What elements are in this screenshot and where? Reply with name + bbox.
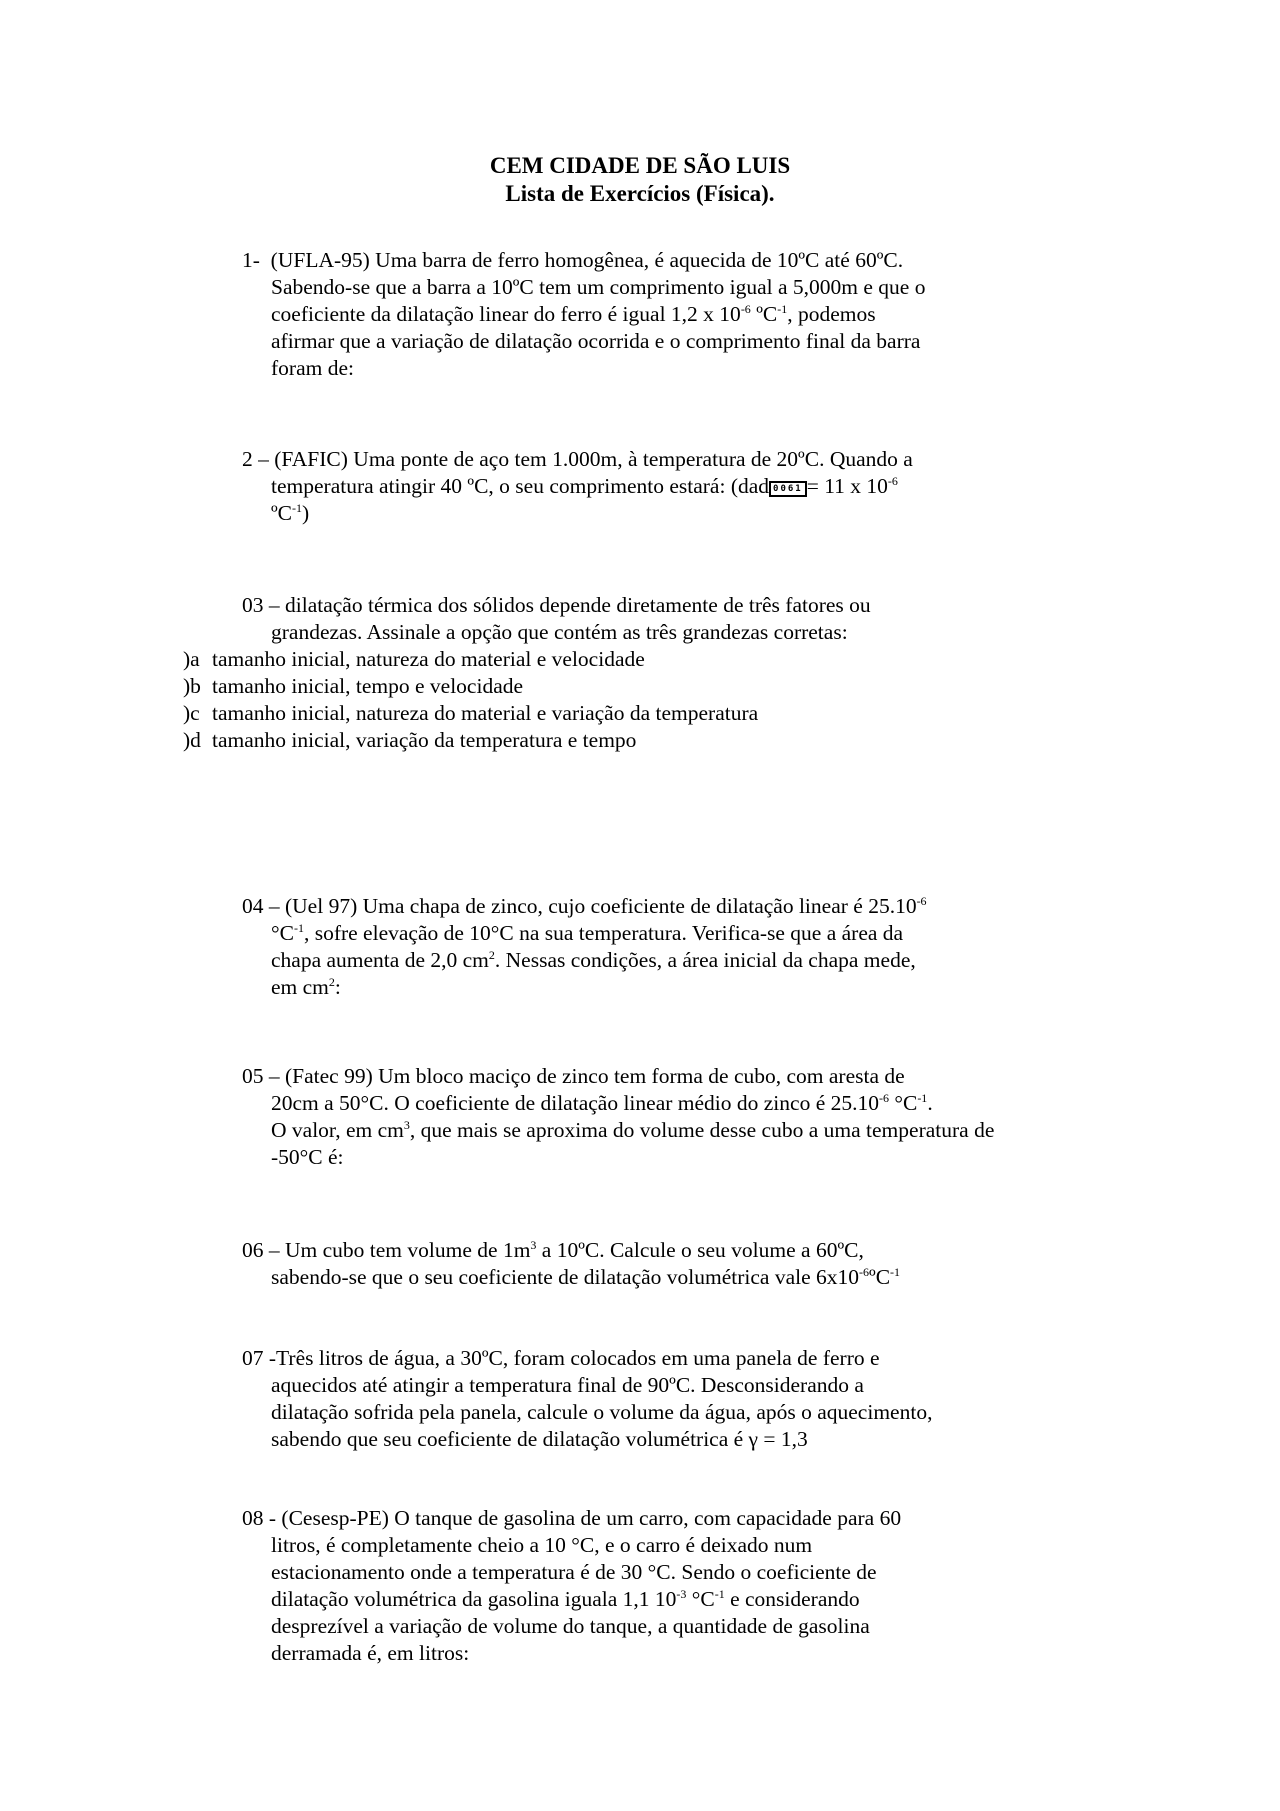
question-5-text: O valor, em cm <box>271 1118 404 1142</box>
superscript: 3 <box>403 1118 410 1132</box>
question-6-text: ºC <box>869 1265 891 1289</box>
superscript: 3 <box>530 1238 537 1252</box>
superscript: -1 <box>777 302 788 316</box>
question-4 <box>242 893 1008 1001</box>
question-5-text: -50°C é: <box>271 1145 344 1169</box>
question-6-text: a 10ºC. Calcule o seu volume a 60ºC, <box>536 1238 864 1262</box>
question-6 <box>242 1237 1008 1291</box>
question-7-text: sabendo que seu coeficiente de dilatação volumétrica é γ = 1,3 <box>271 1427 808 1451</box>
question-4-text: , sofre elevação de 10°C na sua temperatura. Verifica-se que a área da <box>303 921 904 945</box>
option-text: tamanho inicial, tempo e velocidade <box>212 674 524 698</box>
question-2-text: ºC <box>271 501 293 525</box>
question-4-text: . Nessas condições, a área inicial da chapa mede, <box>494 948 916 972</box>
question-8-text: °C <box>686 1587 715 1611</box>
option-text: tamanho inicial, natureza do material e variação da temperatura <box>212 701 759 725</box>
superscript: -6 <box>887 474 898 488</box>
superscript: -3 <box>676 1587 687 1601</box>
question-2-text: 2 – (FAFIC) Uma ponte de aço tem 1.000m, à temperatura de 20ºC. Quando a <box>242 447 913 471</box>
question-3-text: 03 – dilatação térmica dos sólidos depende diretamente de três fatores ou <box>242 593 871 617</box>
question-5-text: °C <box>888 1091 918 1115</box>
question-8 <box>242 1505 1008 1667</box>
question-4-text: em cm <box>271 975 329 999</box>
question-4-text: 04 – (Uel 97) Uma chapa de zinco, cujo coeficiente de dilatação linear é 25.10 <box>242 894 917 918</box>
page-subtitle: Lista de Exercícios (Física). <box>505 181 775 206</box>
question-8-text: dilatação volumétrica da gasolina iguala 1,1 10 <box>271 1587 677 1611</box>
option-text: tamanho inicial, variação da temperatura e tempo <box>212 728 637 752</box>
question-1-text: (UFLA-95) Uma barra de ferro homogênea, é aquecida de 10ºC até 60ºC. <box>270 248 904 272</box>
question-5 <box>242 1063 1072 1171</box>
question-1-text: Sabendo-se que a barra a 10ºC tem um comprimento igual a 5,000m e que o <box>271 275 926 299</box>
question-8-text: 08 - (Cesesp-PE) O tanque de gasolina de um carro, com capacidade para 60 <box>242 1506 902 1530</box>
question-1-text: , podemos <box>787 302 876 326</box>
superscript: -6 <box>740 302 751 316</box>
option-text: tamanho inicial, natureza do material e velocidade <box>212 647 645 671</box>
question-8-text: e considerando <box>724 1587 860 1611</box>
superscript: 2 <box>328 975 335 989</box>
superscript: 2 <box>488 948 495 962</box>
question-5-text: , que mais se aproxima do volume desse cubo a uma temperatura de <box>409 1118 995 1142</box>
question-2 <box>242 446 1008 527</box>
option-b <box>183 673 523 700</box>
superscript: -1 <box>293 921 304 935</box>
question-2-text: ) <box>302 501 310 525</box>
option-letter: )b <box>183 674 201 698</box>
option-letter: )c <box>183 701 200 725</box>
missing-glyph-symbol: 0061 <box>769 481 807 497</box>
question-5-text: 05 – (Fatec 99) Um bloco maciço de zinco tem forma de cubo, com aresta de <box>242 1064 905 1088</box>
question-1 <box>242 247 1008 382</box>
question-4-text: : <box>334 975 341 999</box>
question-7-text: 07 -Três litros de água, a 30ºC, foram colocados em uma panela de ferro e <box>242 1346 880 1370</box>
question-8-text: desprezível a variação de volume do tanque, a quantidade de gasolina <box>271 1614 870 1638</box>
option-a <box>183 646 645 673</box>
question-4-text: chapa aumenta de 2,0 cm <box>271 948 489 972</box>
question-2-text: = 11 x 10 <box>806 474 888 498</box>
question-6-text: 06 – Um cubo tem volume de 1m <box>242 1238 531 1262</box>
superscript: -6 <box>859 1265 870 1279</box>
question-8-text: litros, é completamente cheio a 10 °C, e o carro é deixado num <box>271 1533 813 1557</box>
superscript: -6 <box>916 894 927 908</box>
question-8-text: estacionamento onde a temperatura é de 30 °C. Sendo o coeficiente de <box>271 1560 877 1584</box>
question-8-text: derramada é, em litros: <box>271 1641 470 1665</box>
question-1-text: coeficiente da dilatação linear do ferro é igual 1,2 x 10 <box>271 302 741 326</box>
superscript: -1 <box>714 1587 725 1601</box>
question-4-text: °C <box>271 921 294 945</box>
superscript: -1 <box>292 501 303 515</box>
superscript: -6 <box>878 1091 889 1105</box>
school-title: CEM CIDADE DE SÃO LUIS <box>489 153 791 178</box>
option-d <box>183 727 636 754</box>
question-1-text: ºC <box>750 302 778 326</box>
question-7-text: aquecidos até atingir a temperatura final de 90ºC. Desconsiderando a <box>271 1373 864 1397</box>
option-letter: )a <box>183 647 200 671</box>
question-1-text: foram de: <box>271 356 354 380</box>
question-3-text: grandezas. Assinale a opção que contém as três grandezas corretas: <box>271 620 848 644</box>
question-7-text: dilatação sofrida pela panela, calcule o volume da água, após o aquecimento, <box>271 1400 933 1424</box>
question-3 <box>242 592 1008 646</box>
question-5-text: 20cm a 50°C. O coeficiente de dilatação linear médio do zinco é 25.10 <box>271 1091 879 1115</box>
option-letter: )d <box>183 728 201 752</box>
option-c <box>183 700 758 727</box>
question-7 <box>242 1345 1008 1453</box>
superscript: -1 <box>890 1265 901 1279</box>
question-1-number: 1- <box>242 248 260 272</box>
question-1-text: afirmar que a variação de dilatação ocorrida e o comprimento final da barra <box>271 329 921 353</box>
superscript: -1 <box>917 1091 928 1105</box>
question-5-text: . <box>927 1091 933 1115</box>
question-2-text: temperatura atingir 40 ºC, o seu comprimento estará: (dad <box>271 474 770 498</box>
question-6-text: sabendo-se que o seu coeficiente de dilatação volumétrica vale 6x10 <box>271 1265 860 1289</box>
